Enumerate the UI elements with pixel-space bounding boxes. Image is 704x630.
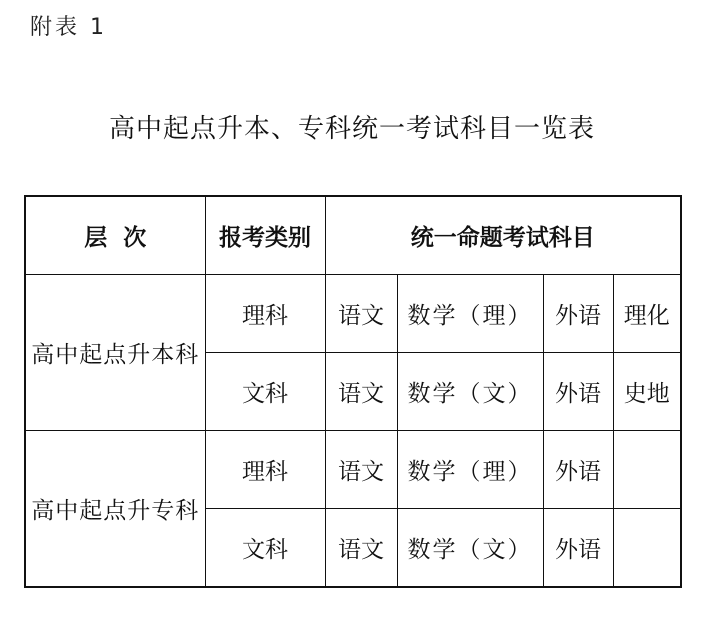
table-row — [25, 275, 681, 353]
level-cell: 高中起点升专科 — [25, 431, 205, 588]
table-header-row — [25, 196, 681, 275]
subject-cell: 数学（文） — [397, 353, 543, 431]
level-cell: 高中起点升本科 — [25, 275, 205, 431]
header-category: 报考类别 — [205, 196, 325, 275]
subject-cell: 语文 — [325, 353, 397, 431]
table-row — [25, 431, 681, 509]
subject-cell — [613, 509, 681, 588]
category-cell: 理科 — [205, 431, 325, 509]
subject-cell: 理化 — [613, 275, 681, 353]
subject-cell — [613, 431, 681, 509]
subject-cell: 数学（理） — [397, 275, 543, 353]
subject-cell: 语文 — [325, 509, 397, 588]
category-cell: 文科 — [205, 509, 325, 588]
subject-cell: 语文 — [325, 431, 397, 509]
subject-cell: 外语 — [543, 275, 613, 353]
document-title: 高中起点升本、专科统一考试科目一览表 — [108, 114, 595, 144]
subject-cell: 外语 — [543, 431, 613, 509]
subject-cell: 史地 — [613, 353, 681, 431]
subject-cell: 数学（理） — [397, 431, 543, 509]
subject-cell: 外语 — [543, 509, 613, 588]
subject-cell: 数学（文） — [397, 509, 543, 588]
header-level: 层 次 — [25, 196, 205, 275]
header-subjects: 统一命题考试科目 — [325, 196, 681, 275]
subjects-table — [24, 195, 682, 588]
subject-cell: 外语 — [543, 353, 613, 431]
category-cell: 理科 — [205, 275, 325, 353]
subject-cell: 语文 — [325, 275, 397, 353]
category-cell: 文科 — [205, 353, 325, 431]
annex-label: 附表 1 — [30, 15, 107, 40]
